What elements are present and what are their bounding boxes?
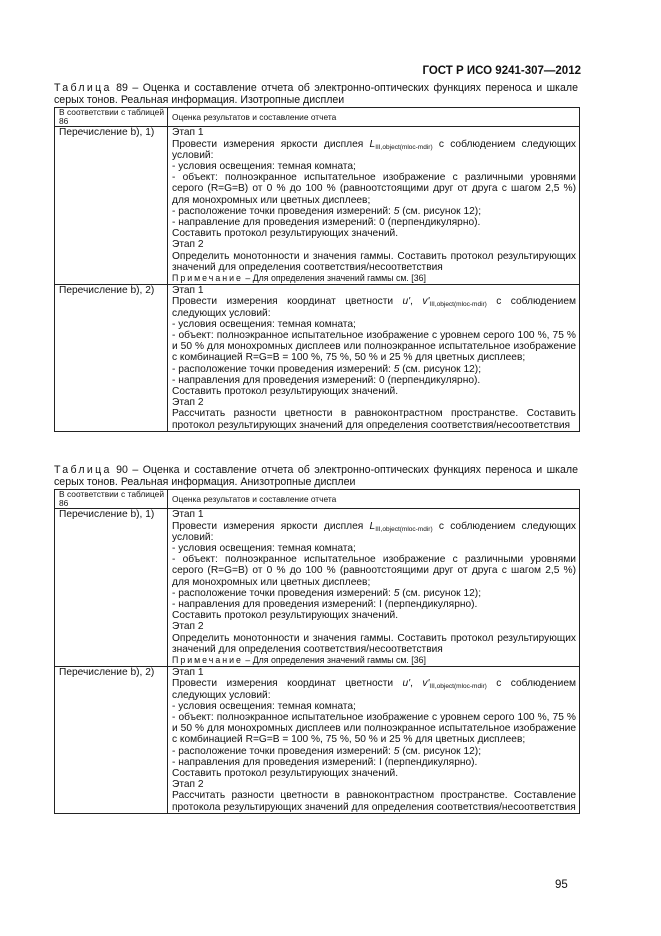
list-item — [172, 206, 576, 217]
stage-title: Этап 1 — [172, 285, 204, 297]
item-text: - расположение точки проведения измерений: — [172, 363, 394, 375]
table-header-row — [55, 490, 580, 509]
stage-title: Этап 2 — [172, 239, 204, 251]
symbol: u' — [402, 678, 411, 690]
col-header-reference: В соответствии с таблицей 86 — [55, 108, 168, 127]
instruction-text: Провести измерения координат цветности — [172, 678, 403, 690]
table-90 — [54, 489, 580, 814]
instruction-text: Провести измерения яркости дисплея — [172, 138, 370, 150]
page-number: 95 — [555, 879, 568, 891]
symbol-subscript: III,object(mloc-mdir) — [375, 143, 433, 151]
table-row — [55, 127, 580, 285]
table-89-caption — [54, 82, 578, 106]
list-item: - объект: полноэкранное испытательное изображение с различными уровнями серого (R=G=B) от 0 % до 100 % (равноотстоящими друг от друга с шагом 2,5 %) для монохромных или цветных дисплеев; — [172, 172, 576, 206]
symbol-subscript: III,object(mloc-mdir) — [429, 301, 487, 309]
row-content — [168, 285, 580, 432]
stage-title: Этап 2 — [172, 621, 204, 633]
symbol: v' — [422, 296, 430, 308]
list-item: Составить протокол результирующих значений. — [172, 386, 399, 398]
caption-label: Таблица — [54, 82, 112, 94]
item-text: (см. рисунок 12); — [399, 363, 482, 375]
list-item: - объект: полноэкранное испытательное изображение с уровнем серого 100 %, 75 % и 50 % для монохромных дисплеев или полноэкранное испытательное изображение с комбинацией R=G=B = 100 %, 75 %, 50 % и 25 % для цветных дисплеев; — [172, 712, 576, 746]
item-italic: 5 — [393, 363, 400, 375]
col-header-evaluation: Оценка результатов и составление отчета — [168, 490, 580, 509]
caption-text: 89 – Оценка и составление отчета об электронно-оптических функциях переноса и шкале серых тонов. Реальная информация. Изотропные дисплеи — [54, 82, 578, 106]
list-item: - направления для проведения измерений: I (перпендикулярно). — [172, 756, 478, 768]
item-italic: 5 — [393, 745, 400, 757]
table-90-caption — [54, 464, 578, 488]
item-text: (см. рисунок 12); — [399, 745, 482, 757]
document-header: ГОСТ Р ИСО 9241-307—2012 — [422, 65, 581, 77]
table-89 — [54, 107, 580, 432]
note — [172, 655, 576, 666]
note-label: Примечание — [172, 273, 243, 284]
row-reference: Перечисление b), 2) — [55, 285, 168, 432]
symbol: L — [369, 138, 376, 150]
item-italic: 5 — [393, 205, 400, 217]
symbol: u' — [402, 296, 411, 308]
list-item: - направление для проведения измерений: 0 (перпендикулярно). — [172, 217, 481, 229]
list-item: - объект: полноэкранное испытательное изображение с различными уровнями серого (R=G=B) от 0 % до 100 % (равноотстоящими друг от друга с шагом 2,5 %) для монохромных или цветных дисплеев; — [172, 554, 576, 588]
caption-text: 90 – Оценка и составление отчета об электронно-оптических функциях переноса и шкале серых тонов. Реальная информация. Анизотропные дисплеи — [54, 464, 578, 488]
item-text: (см. рисунок 12); — [399, 205, 482, 217]
instruction-text: Провести измерения яркости дисплея — [172, 520, 370, 532]
caption-label: Таблица — [54, 464, 112, 476]
stage-text: Рассчитать разности цветности в равноконтрастном пространстве. Составление протокола результирующих значений для определения соответствия/несоответствия — [172, 790, 576, 813]
stage-text: Рассчитать разности цветности в равноконтрастном пространстве. Составить протокол результирующих значений для определения соответствия/несоответствия — [172, 408, 576, 431]
symbol: L — [369, 520, 376, 532]
table-row — [55, 667, 580, 814]
item-italic: 5 — [393, 587, 400, 599]
note-text: – Для определения значений гаммы см. [36] — [242, 273, 426, 284]
list-item: - условия освещения: темная комната; — [172, 161, 356, 173]
stage-text: Определить монотонности и значения гаммы. Составить протокол результирующих значений для определения соответствия/несоответствия — [172, 250, 576, 273]
item-text: (см. рисунок 12); — [399, 587, 482, 599]
col-header-evaluation: Оценка результатов и составление отчета — [168, 108, 580, 127]
note-text: – Для определения значений гаммы см. [36] — [242, 655, 426, 666]
stage-instruction — [172, 678, 576, 700]
symbol-subscript: III,object(mloc-mdir) — [375, 525, 433, 533]
item-text: - расположение точки проведения измерений: — [172, 205, 394, 217]
list-item: - объект: полноэкранное испытательное изображение с уровнем серого 100 %, 75 % и 50 % для монохромных дисплеев или полноэкранное испытательное изображение с комбинацией R=G=B = 100 %, 75 %, 50 % и 25 % для цветных дисплеев; — [172, 330, 576, 364]
stage-title: Этап 2 — [172, 397, 204, 409]
item-text: - расположение точки проведения измерений: — [172, 587, 394, 599]
table-header-row — [55, 108, 580, 127]
symbol: v' — [422, 678, 430, 690]
list-item: - условия освещения: темная комната; — [172, 543, 356, 555]
stage-instruction — [172, 296, 576, 318]
list-item: - условия освещения: темная комната; — [172, 318, 356, 330]
stage-title: Этап 1 — [172, 667, 204, 679]
stage-title: Этап 2 — [172, 779, 204, 791]
symbol-separator: , — [410, 296, 423, 308]
stage-instruction — [172, 139, 576, 161]
list-item — [172, 746, 576, 757]
instruction-text: с соблюдением следующих условий: — [172, 138, 577, 161]
row-content — [168, 667, 580, 814]
note — [172, 273, 576, 284]
row-content — [168, 127, 580, 285]
item-text: - расположение точки проведения измерений: — [172, 745, 394, 757]
list-item: Составить протокол результирующих значений. — [172, 610, 399, 622]
symbol-separator: , — [410, 678, 423, 690]
instruction-text: с соблюдением следующих условий: — [172, 296, 576, 319]
col-header-reference: В соответствии с таблицей 86 — [55, 490, 168, 509]
stage-text: Определить монотонности и значения гаммы. Составить протокол результирующих значений для определения соответствия/несоответствия — [172, 632, 576, 655]
list-item: - условия освещения: темная комната; — [172, 700, 356, 712]
list-item: - направления для проведения измерений: I (перпендикулярно). — [172, 599, 478, 611]
list-item: Составить протокол результирующих значений. — [172, 768, 399, 780]
row-reference: Перечисление b), 1) — [55, 509, 168, 667]
row-reference: Перечисление b), 2) — [55, 667, 168, 814]
symbol-subscript: III,object(mloc-mdir) — [429, 683, 487, 691]
row-content — [168, 509, 580, 667]
stage-title: Этап 1 — [172, 127, 204, 139]
instruction-text: с соблюдением следующих условий: — [172, 678, 576, 701]
table-row — [55, 285, 580, 432]
list-item: - направления для проведения измерений: 0 (перпендикулярно). — [172, 374, 481, 386]
stage-title: Этап 1 — [172, 509, 204, 521]
instruction-text: Провести измерения координат цветности — [172, 296, 403, 308]
list-item — [172, 588, 576, 599]
table-row — [55, 509, 580, 667]
instruction-text: с соблюдением следующих условий: — [172, 520, 577, 543]
row-reference: Перечисление b), 1) — [55, 127, 168, 285]
list-item: Составить протокол результирующих значений. — [172, 228, 399, 240]
note-label: Примечание — [172, 655, 243, 666]
list-item — [172, 364, 576, 375]
stage-instruction — [172, 521, 576, 543]
